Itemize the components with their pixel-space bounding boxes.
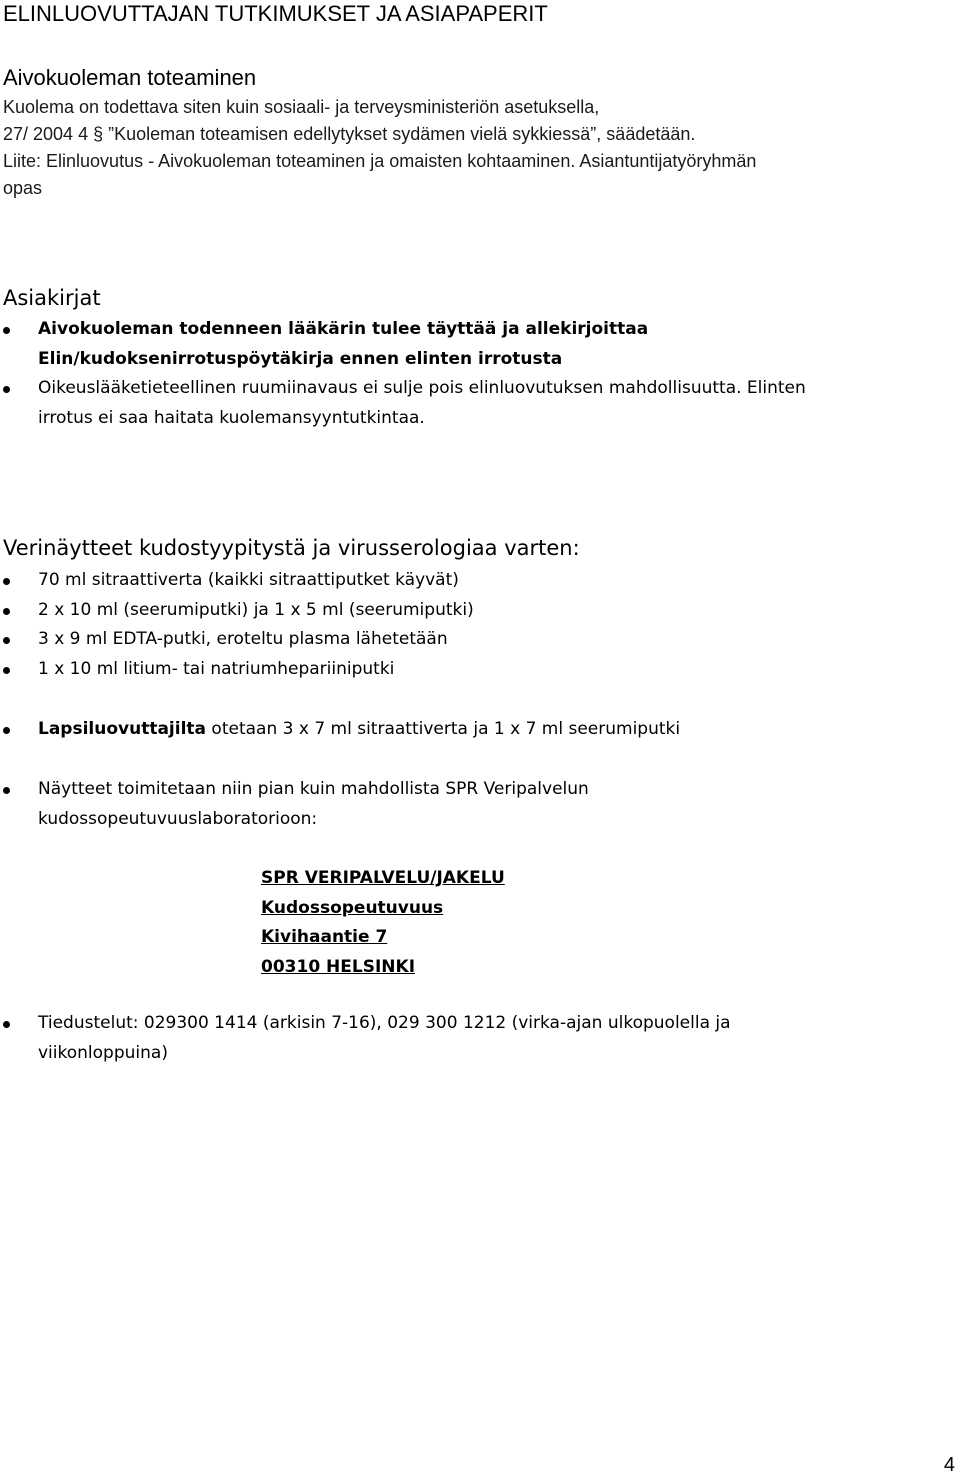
list-item-line xyxy=(38,715,950,745)
blood-samples-list xyxy=(0,566,950,684)
address-line: Kivihaantie 7 xyxy=(261,927,388,947)
list-item xyxy=(0,596,950,626)
section-heading-documents: Asiakirjat xyxy=(3,286,101,310)
paragraph-line: 27/ 2004 4 § ”Kuoleman toteamisen edellytykset sydämen vielä sykkiessä”, säädetään. xyxy=(3,124,696,144)
list-item xyxy=(0,715,950,745)
brain-death-paragraph xyxy=(3,94,953,202)
list-item-line: 1 x 10 ml litium- tai natriumhepariiniputki xyxy=(38,658,395,679)
list-item-line: Näytteet toimitetaan niin pian kuin mahdollista SPR Veripalvelun xyxy=(38,779,589,799)
list-item-line: kudossopeutuvuuslaboratorioon: xyxy=(38,808,318,829)
section-heading-blood-samples: Verinäytteet kudostyypitystä ja virusserologiaa varten: xyxy=(3,536,580,560)
paragraph-line: Kuolema on todettava siten kuin sosiaali- ja terveysministeriön asetuksella, xyxy=(3,97,600,117)
bullet-icon xyxy=(3,386,10,393)
bullet-icon xyxy=(3,327,10,334)
paragraph-line: opas xyxy=(3,178,43,198)
page-number: 4 xyxy=(943,1454,955,1476)
list-item xyxy=(0,625,950,655)
list-item xyxy=(0,655,950,685)
delivery-list xyxy=(0,775,950,834)
list-item xyxy=(0,374,950,433)
bullet-icon xyxy=(3,667,10,674)
paragraph-line: Liite: Elinluovutus - Aivokuoleman toteaminen ja omaisten kohtaaminen. Asiantuntijatyöryhmän xyxy=(3,151,757,171)
list-item xyxy=(0,566,950,596)
section-heading-brain-death: Aivokuoleman toteaminen xyxy=(3,65,257,90)
bullet-icon xyxy=(3,637,10,644)
address-line: Kudossopeutuvuus xyxy=(261,897,444,918)
child-donor-text: otetaan 3 x 7 ml sitraattiverta ja 1 x 7 ml seerumiputki xyxy=(206,719,681,739)
list-item xyxy=(0,775,950,834)
list-item xyxy=(0,315,950,374)
address-line: SPR VERIPALVELU/JAKELU xyxy=(261,868,505,888)
contact-list xyxy=(0,1009,950,1068)
document-title: ELINLUOVUTTAJAN TUTKIMUKSET JA ASIAPAPERIT xyxy=(3,1,548,26)
list-item-line: 2 x 10 ml (seerumiputki) ja 1 x 5 ml (seerumiputki) xyxy=(38,599,474,620)
bullet-icon xyxy=(3,727,10,734)
list-item-line: Oikeuslääketieteellinen ruumiinavaus ei sulje pois elinluovutuksen mahdollisuutta. Elinten xyxy=(38,378,806,398)
bullet-icon xyxy=(3,578,10,585)
bullet-icon xyxy=(3,1021,10,1028)
list-item xyxy=(0,1009,950,1068)
list-item-line: irrotus ei saa haitata kuolemansyyntutkintaa. xyxy=(38,407,425,428)
bullet-icon xyxy=(3,608,10,615)
bullet-icon xyxy=(3,787,10,794)
child-donor-list xyxy=(0,715,950,745)
child-donor-label: Lapsiluovuttajilta xyxy=(38,719,207,739)
list-item-line: Aivokuoleman todenneen lääkärin tulee täyttää ja allekirjoittaa xyxy=(38,319,649,339)
delivery-address xyxy=(261,864,505,982)
list-item-line: viikonloppuina) xyxy=(38,1042,168,1063)
list-item-line: 70 ml sitraattiverta (kaikki sitraattiputket käyvät) xyxy=(38,570,459,590)
documents-list xyxy=(0,315,950,433)
list-item-line: 3 x 9 ml EDTA-putki, eroteltu plasma lähetetään xyxy=(38,629,448,649)
list-item-line: Tiedustelut: 029300 1414 (arkisin 7-16), 029 300 1212 (virka-ajan ulkopuolella ja xyxy=(38,1013,731,1033)
address-line: 00310 HELSINKI xyxy=(261,956,416,977)
list-item-line: Elin/kudoksenirrotuspöytäkirja ennen elinten irrotusta xyxy=(38,348,563,369)
